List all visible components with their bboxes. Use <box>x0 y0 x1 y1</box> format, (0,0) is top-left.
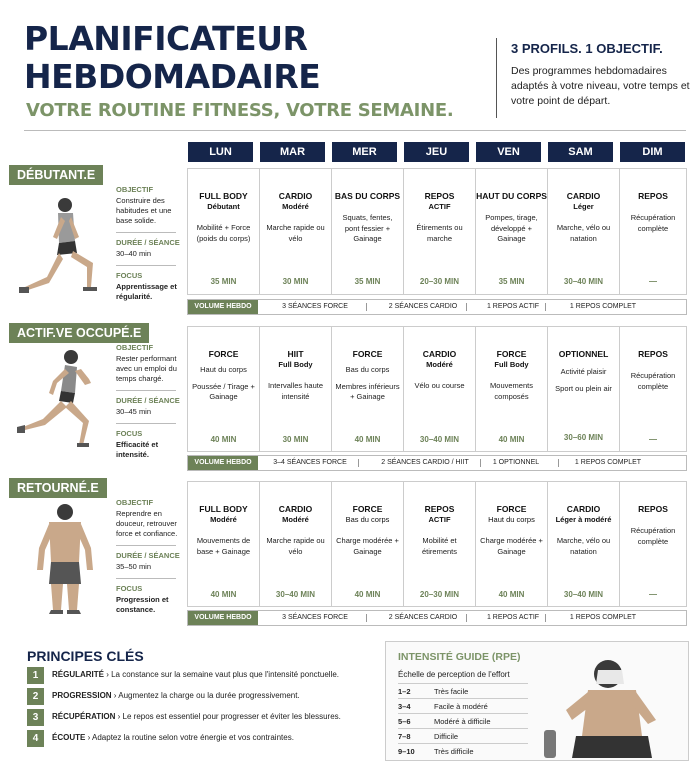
objectif-label: OBJECTIF <box>116 498 154 507</box>
session-duration: — <box>649 277 657 286</box>
objectif-text: Rester performant avec un emploi du temps chargé. <box>116 354 177 383</box>
day-cell-fri <box>476 482 548 606</box>
week-grid <box>187 326 687 452</box>
day-cell-wed <box>332 169 404 294</box>
day-header-sat: SAM <box>548 142 613 162</box>
principle-text: La constance sur la semaine vaut plus que l'intensité ponctuelle. <box>111 670 339 679</box>
session-title: FORCE <box>496 349 527 359</box>
volume-label: VOLUME HEBDO <box>188 456 258 470</box>
week-grid <box>187 481 687 607</box>
focus-text: Apprentissage et régularité. <box>116 282 177 301</box>
day-cell-tue <box>260 482 332 606</box>
session-description: Récupération complète <box>630 213 676 233</box>
session-description: Récupération complète <box>630 526 676 546</box>
session-description: Squats, fentes, pont fessier + Gainage <box>342 213 393 243</box>
focus-label: FOCUS <box>116 584 143 593</box>
session-level: Full Body <box>278 360 313 369</box>
page-subtitle: VOTRE ROUTINE FITNESS, VOTRE SEMAINE. <box>26 100 454 121</box>
session-title: FORCE <box>496 504 527 514</box>
session-duration: 30–40 MIN <box>419 435 460 444</box>
session-level: Haut du corps <box>488 515 535 524</box>
session-title: HAUT DU CORPS <box>476 191 547 201</box>
principle-text: Augmentez la charge ou la durée progressivement. <box>118 691 300 700</box>
session-title: REPOS <box>424 191 455 201</box>
focus-label: FOCUS <box>116 429 143 438</box>
session-description: Récupération complète <box>630 371 676 391</box>
session-level: ACTIF <box>428 515 451 524</box>
profile-tag: ACTIF.VE OCCUPÉ.E <box>9 323 149 343</box>
session-title: OPTIONNEL <box>558 349 609 359</box>
profile-returning <box>9 478 687 628</box>
session-title: FORCE <box>352 504 383 514</box>
objectif-text: Construire des habitudes et une base solide. <box>116 196 172 225</box>
week-grid <box>187 168 687 295</box>
volume-item: 1 OPTIONNEL <box>492 459 540 466</box>
volume-label: VOLUME HEBDO <box>188 300 258 314</box>
session-detail: Sport ou plein air <box>555 383 612 393</box>
session-description: Étirements ou marche <box>416 223 463 243</box>
day-cell-tue <box>260 169 332 294</box>
rpe-row: 7–8 Difficile <box>398 728 528 743</box>
weekly-volume-bar <box>187 610 687 626</box>
day-header-fri: VEN <box>476 142 541 162</box>
session-duration: 40 MIN <box>498 435 525 444</box>
session-duration: 30–40 MIN <box>563 590 604 599</box>
day-header-wed: MER <box>332 142 397 162</box>
session-duration: 30–40 MIN <box>275 590 316 599</box>
session-level: Full Body <box>494 360 529 369</box>
volume-label: VOLUME HEBDO <box>188 611 258 625</box>
profiles-description: Des programmes hebdomadaires adaptés à votre niveau, votre temps et votre point de départ. <box>511 65 690 107</box>
session-duration: 40 MIN <box>354 590 381 599</box>
objectif-text: Reprendre en douceur, retrouver force et confiance. <box>116 509 178 538</box>
duree-text: 35–50 min <box>116 562 152 571</box>
session-duration: 40 MIN <box>210 435 237 444</box>
session-description: Marche, vélo ou natation <box>556 223 611 243</box>
volume-item: 2 SÉANCES CARDIO <box>388 614 458 621</box>
principle-text: Le repos est essentiel pour progresser et éviter les blessures. <box>122 712 341 721</box>
principle-key: PROGRESSION <box>52 691 112 700</box>
day-cell-mon <box>188 327 260 451</box>
session-level: Léger <box>573 202 594 211</box>
session-description: Charge modérée + Gainage <box>480 536 543 556</box>
session-title: CARDIO <box>566 504 601 514</box>
session-description: Charge modérée + Gainage <box>336 536 399 556</box>
session-detail: Poussée / Tirage + Gainage <box>192 381 255 401</box>
volume-item: 1 REPOS ACTIF <box>486 614 540 621</box>
session-duration: 35 MIN <box>498 277 525 286</box>
rpe-row: 3–4 Facile à modéré <box>398 698 528 713</box>
session-title: CARDIO <box>278 191 313 201</box>
session-duration: 40 MIN <box>354 435 381 444</box>
session-description: Pompes, tirage, développé + Gainage <box>485 213 538 243</box>
objectif-label: OBJECTIF <box>116 185 154 194</box>
principle-key: RÉCUPÉRATION <box>52 712 116 721</box>
profiles-heading: 3 PROFILS. 1 OBJECTIF. <box>511 41 663 56</box>
session-duration: 30 MIN <box>282 277 309 286</box>
session-title: CARDIO <box>422 349 457 359</box>
rpe-row: 9–10 Très difficile <box>398 743 528 758</box>
day-cell-thu <box>404 482 476 606</box>
duree-text: 30–45 min <box>116 407 152 416</box>
session-description: Mouvements de base + Gainage <box>196 536 251 556</box>
rpe-row: 1–2 Très facile <box>398 683 528 698</box>
day-header-thu: JEU <box>404 142 469 162</box>
session-level: Débutant <box>207 202 240 211</box>
principle-key: RÉGULARITÉ <box>52 670 104 679</box>
day-cell-wed <box>332 327 404 451</box>
session-duration: 40 MIN <box>210 590 237 599</box>
duree-label: DURÉE / SÉANCE <box>116 396 180 405</box>
principle-number: 4 <box>27 730 44 747</box>
session-detail: Membres inférieurs + Gainage <box>335 381 400 401</box>
principle-text: Adaptez la routine selon votre énergie et vos contraintes. <box>92 733 294 742</box>
weekly-volume-bar <box>187 455 687 471</box>
focus-text: Progression et constance. <box>116 595 169 614</box>
session-title: CARDIO <box>566 191 601 201</box>
header-rule <box>24 130 686 131</box>
day-cell-sun <box>620 482 686 606</box>
session-title: REPOS <box>424 504 455 514</box>
session-title: FULL BODY <box>199 191 248 201</box>
standing-athlete-illustration <box>13 500 113 620</box>
page-title-line2: HEBDOMADAIRE <box>24 57 321 96</box>
session-title: FORCE <box>208 349 239 359</box>
session-duration: 30–60 MIN <box>563 433 604 442</box>
session-title: REPOS <box>638 349 668 359</box>
lunge-athlete-illustration <box>13 191 113 311</box>
session-duration: 30 MIN <box>282 435 309 444</box>
volume-item: 2 SÉANCES CARDIO <box>388 303 458 310</box>
session-title: FULL BODY <box>199 504 248 514</box>
session-description: Marche rapide ou vélo <box>266 223 325 243</box>
header-divider <box>496 38 497 118</box>
day-cell-sat <box>548 327 620 451</box>
session-level: Modéré <box>282 202 309 211</box>
session-duration: 35 MIN <box>210 277 237 286</box>
day-cell-thu <box>404 169 476 294</box>
duree-label: DURÉE / SÉANCE <box>116 238 180 247</box>
volume-item: 1 REPOS ACTIF <box>486 303 540 310</box>
day-cell-mon <box>188 169 260 294</box>
duree-text: 30–40 min <box>116 249 152 258</box>
session-title: REPOS <box>638 504 668 514</box>
volume-item: 1 REPOS COMPLET <box>574 459 642 466</box>
session-duration: 35 MIN <box>354 277 381 286</box>
day-cell-sun <box>620 327 686 451</box>
volume-item: 3 SÉANCES FORCE <box>282 614 348 621</box>
session-level: Bas du corps <box>345 515 390 524</box>
session-duration: 40 MIN <box>498 590 525 599</box>
volume-item: 3–4 SÉANCES FORCE <box>273 459 347 466</box>
day-cell-sun <box>620 169 686 294</box>
session-description: Marche rapide ou vélo <box>266 536 325 556</box>
session-title: CARDIO <box>278 504 313 514</box>
rpe-title: INTENSITÉ GUIDE (RPE) <box>398 651 521 663</box>
session-level: Léger à modéré <box>555 515 612 524</box>
principle-number: 2 <box>27 688 44 705</box>
session-level: Modéré <box>426 360 453 369</box>
day-cell-wed <box>332 482 404 606</box>
session-title: BAS DU CORPS <box>334 191 401 201</box>
day-cell-thu <box>404 327 476 451</box>
focus-label: FOCUS <box>116 271 143 280</box>
session-level: Modéré <box>282 515 309 524</box>
session-duration: 30–40 MIN <box>563 277 604 286</box>
principle-number: 3 <box>27 709 44 726</box>
volume-item: 1 REPOS COMPLET <box>569 303 637 310</box>
day-cell-fri <box>476 169 548 294</box>
session-description: Marche, vélo ou natation <box>556 536 611 556</box>
profile-busy-active <box>9 323 687 473</box>
day-cell-mon <box>188 482 260 606</box>
session-description: Haut du corps <box>200 365 247 374</box>
session-title: HIIT <box>287 349 304 359</box>
day-cell-tue <box>260 327 332 451</box>
session-description: Intervalles haute intensité <box>267 381 324 401</box>
resting-athlete-illustration <box>536 650 686 760</box>
objectif-label: OBJECTIF <box>116 343 154 352</box>
session-description: Bas du corps <box>345 365 390 374</box>
session-description: Vélo ou course <box>414 381 465 390</box>
rpe-guide-card <box>385 641 689 761</box>
profile-tag: RETOURNÉ.E <box>9 478 107 498</box>
session-title: FORCE <box>352 349 383 359</box>
session-title: REPOS <box>638 191 668 201</box>
principle-number: 1 <box>27 667 44 684</box>
duree-label: DURÉE / SÉANCE <box>116 551 180 560</box>
day-header-sun: DIM <box>620 142 685 162</box>
session-level: ACTIF <box>428 202 451 211</box>
profile-tag: DÉBUTANT.E <box>9 165 103 185</box>
principles-title: PRINCIPES CLÉS <box>27 648 144 664</box>
day-cell-fri <box>476 327 548 451</box>
volume-item: 1 REPOS COMPLET <box>569 614 637 621</box>
day-cell-sat <box>548 482 620 606</box>
rpe-subtitle: Échelle de perception de l'effort <box>398 670 510 679</box>
session-duration: 20–30 MIN <box>419 277 460 286</box>
focus-text: Efficacité et intensité. <box>116 440 159 459</box>
weekly-volume-bar <box>187 299 687 315</box>
rpe-row: 5–6 Modéré à difficile <box>398 713 528 728</box>
session-duration: 20–30 MIN <box>419 590 460 599</box>
runner-athlete-illustration <box>13 345 113 465</box>
volume-item: 3 SÉANCES FORCE <box>282 303 348 310</box>
day-header-mon: LUN <box>188 142 253 162</box>
day-cell-sat <box>548 169 620 294</box>
session-description: Activité plaisir <box>560 367 607 376</box>
session-description: Mobilité + Force (poids du corps) <box>196 223 251 243</box>
session-level: Modéré <box>210 515 237 524</box>
session-description: Mouvements composés <box>490 381 533 401</box>
principle-key: ÉCOUTE <box>52 733 86 742</box>
profile-beginner <box>9 165 687 315</box>
session-description: Mobilité et étirements <box>421 536 457 556</box>
day-header-tue: MAR <box>260 142 325 162</box>
page-title-line1: PLANIFICATEUR <box>24 19 308 58</box>
volume-item: 2 SÉANCES CARDIO / HIIT <box>381 459 469 466</box>
session-duration: — <box>649 435 657 444</box>
session-duration: — <box>649 590 657 599</box>
